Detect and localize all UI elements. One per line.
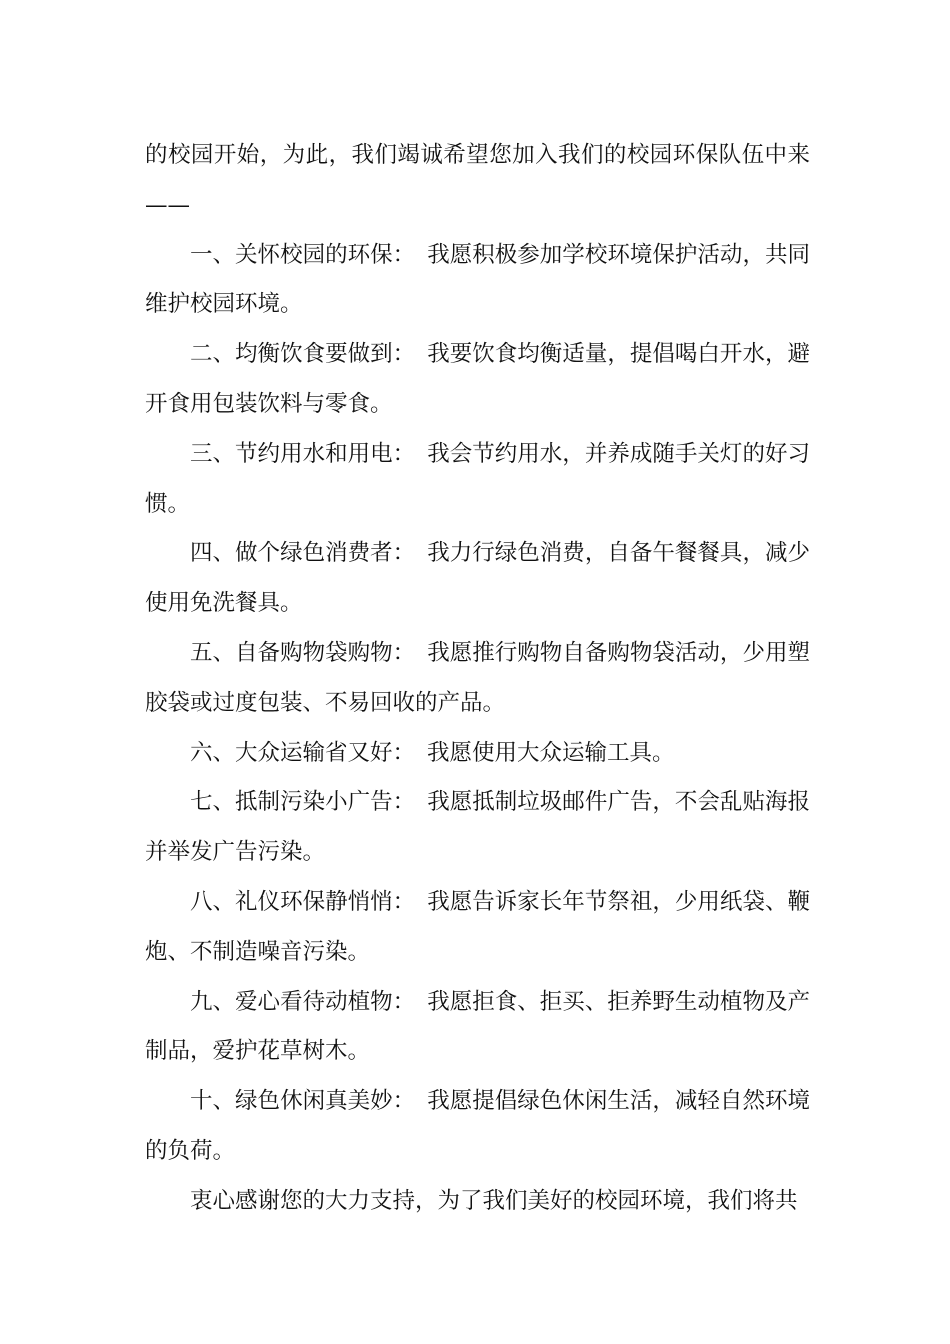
pledge-item-2 xyxy=(145,330,810,430)
pledge-item-5 xyxy=(145,629,810,729)
pledge-item-title: 七、抵制污染小广告： xyxy=(190,789,416,816)
pledge-item-title: 九、爱心看待动植物： xyxy=(190,988,416,1015)
pledge-item-body: 我愿提倡绿色休闲生活，减轻自然环境的负荷。 xyxy=(145,1088,810,1164)
pledge-item-body: 我要饮食均衡适量，提倡喝白开水，避开食用包装饮料与零食。 xyxy=(145,341,810,417)
pledge-item-body: 我力行绿色消费，自备午餐餐具，减少使用免洗餐具。 xyxy=(145,540,810,617)
pledge-item-title: 四、做个绿色消费者： xyxy=(190,540,416,567)
pledge-item-title: 三、节约用水和用电： xyxy=(190,440,416,467)
pledge-item-3 xyxy=(145,430,810,530)
pledge-item-7 xyxy=(145,778,810,878)
intro-paragraph: 的校园开始，为此，我们竭诚希望您加入我们的校园环保队伍中来—— xyxy=(145,142,810,218)
pledge-item-title: 二、均衡饮食要做到： xyxy=(190,341,416,368)
pledge-item-title: 五、自备购物袋购物： xyxy=(190,639,416,666)
pledge-item-body: 我愿推行购物自备购物袋活动，少用塑胶袋或过度包装、不易回收的产品。 xyxy=(145,639,810,716)
pledge-item-6 xyxy=(145,729,810,779)
pledge-item-title: 六、大众运输省又好： xyxy=(190,739,416,766)
pledge-item-body: 我愿告诉家长年节祭祖，少用纸袋、鞭炮、不制造噪音污染。 xyxy=(145,888,810,965)
pledge-item-8 xyxy=(145,878,810,978)
pledge-item-9 xyxy=(145,978,810,1078)
pledge-item-title: 八、礼仪环保静悄悄： xyxy=(190,888,416,915)
document-body xyxy=(145,131,810,1227)
pledge-item-body: 我愿使用大众运输工具。 xyxy=(427,739,675,766)
pledge-item-body: 我愿抵制垃圾邮件广告，不会乱贴海报并举发广告污染。 xyxy=(145,789,810,866)
pledge-item-body: 我会节约用水，并养成随手关灯的好习惯。 xyxy=(145,440,810,517)
pledge-item-title: 一、关怀校园的环保： xyxy=(190,241,416,268)
pledge-item-1 xyxy=(145,231,810,331)
pledge-item-4 xyxy=(145,529,810,629)
pledge-item-body: 我愿拒食、拒买、拒养野生动植物及产制品，爱护花草树木。 xyxy=(145,988,810,1065)
pledge-item-10 xyxy=(145,1077,810,1177)
closing-paragraph: 衷心感谢您的大力支持，为了我们美好的校园环境，我们将共 xyxy=(190,1187,798,1214)
pledge-item-body: 我愿积极参加学校环境保护活动，共同维护校园环境。 xyxy=(145,241,810,318)
pledge-item-title: 十、绿色休闲真美妙： xyxy=(190,1088,416,1115)
